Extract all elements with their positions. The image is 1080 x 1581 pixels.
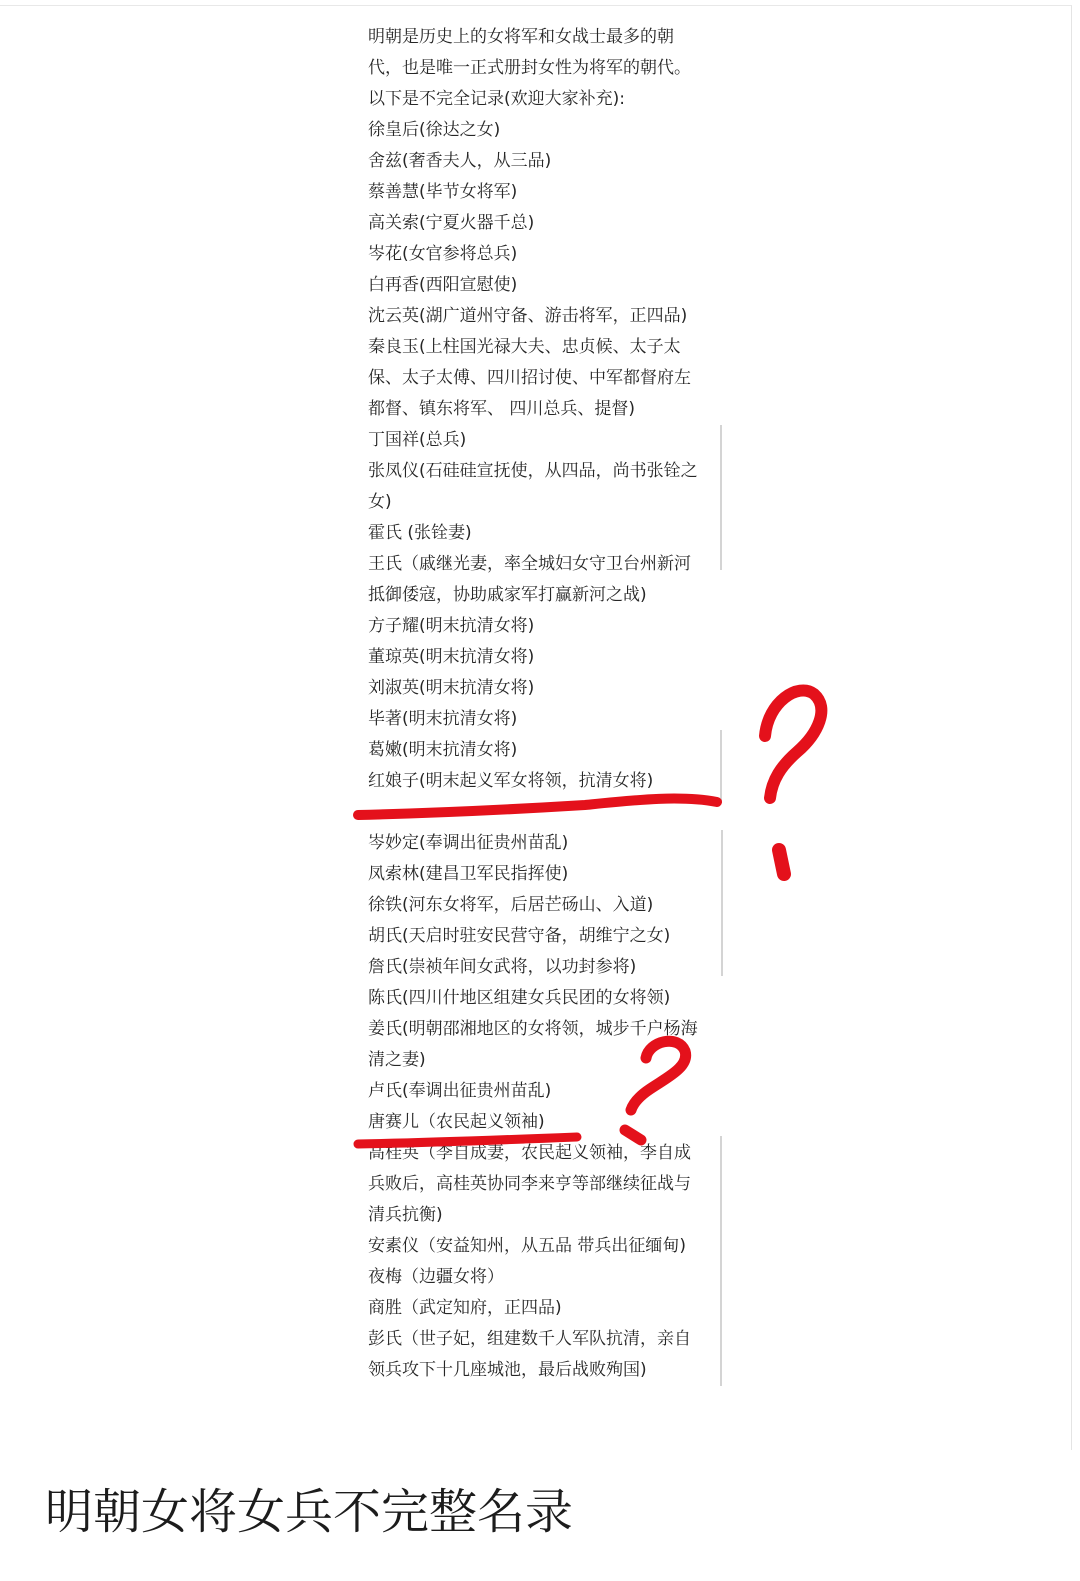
list-entry-line: 抵御倭寇，协助戚家军打赢新河之战)	[368, 585, 647, 605]
name-list	[368, 22, 698, 1386]
list-entry-line: 彭氏（世子妃，组建数千人军队抗清，亲自	[368, 1329, 691, 1349]
column-edge-line	[720, 730, 722, 802]
list-entry-line: 清兵抗衡)	[368, 1205, 443, 1225]
list-entry-line: 陈氏(四川什地区组建女兵民团的女将领)	[368, 988, 671, 1008]
list-entry-line: 清之妻)	[368, 1050, 426, 1070]
list-entry-line: 王氏（戚继光妻，率全城妇女守卫台州新河	[368, 554, 691, 574]
list-entry-line: 白再香(西阳宣慰使)	[368, 275, 518, 295]
list-entry-line: 卢氏(奉调出征贵州苗乱)	[368, 1081, 552, 1101]
list-entry-line: 都督、镇东将军、 四川总兵、提督)	[368, 399, 636, 419]
list-entry-line: 詹氏(崇祯年间女武将，以功封参将)	[368, 957, 637, 977]
list-entry-line: 高关索(宁夏火器千总)	[368, 213, 535, 233]
list-entry-line: 唐赛儿（农民起义领袖)	[368, 1112, 545, 1132]
list-entry-line: 毕著(明末抗清女将)	[368, 709, 518, 729]
list-entry-line: 丁国祥(总兵)	[368, 430, 467, 450]
intro-line: 代，也是唯一正式册封女性为将军的朝代。	[368, 58, 691, 78]
intro-line: 以下是不完全记录(欢迎大家补充):	[368, 89, 625, 109]
list-entry-line: 沈云英(湖广道州守备、游击将军，正四品)	[368, 306, 688, 326]
column-edge-line	[721, 830, 723, 976]
list-entry-line: 安素仪（安益知州，从五品 带兵出征缅甸)	[368, 1236, 687, 1256]
column-edge-line	[720, 425, 722, 570]
list-entry-line: 保、太子太傅、四川招讨使、中军都督府左	[368, 368, 691, 388]
list-entry-line: 董琼英(明末抗清女将)	[368, 647, 535, 667]
list-entry-line: 岑妙定(奉调出征贵州苗乱)	[368, 833, 569, 853]
intro-line: 明朝是历史上的女将军和女战士最多的朝	[368, 27, 674, 47]
list-entry-line: 徐铁(河东女将军，后居芒砀山、入道)	[368, 895, 654, 915]
list-entry-line: 秦良玉(上柱国光禄大夫、忠贞候、太子太	[368, 337, 681, 357]
list-entry-line: 葛嫩(明末抗清女将)	[368, 740, 518, 760]
list-entry-line: 高桂英（李自成妻，农民起义领袖，李自成	[368, 1143, 691, 1163]
list-entry-line: 夜梅（边疆女将）	[368, 1267, 504, 1287]
list-entry-line: 领兵攻下十几座城池，最后战败殉国)	[368, 1360, 647, 1380]
list-entry-line: 刘淑英(明末抗清女将)	[368, 678, 535, 698]
list-entry-line: 张凤仪(石硅硅宣抚使，从四品，尚书张铨之	[368, 461, 698, 481]
list-entry-line: 凤索林(建昌卫军民指挥使)	[368, 864, 569, 884]
list-entry-line: 岑花(女官参将总兵)	[368, 244, 518, 264]
obscured-line	[368, 797, 698, 828]
list-entry-line: 胡氏(天启时驻安民营守备，胡维宁之女)	[368, 926, 671, 946]
list-entry-line: 姜氏(明朝邵湘地区的女将领，城步千户杨海	[368, 1019, 698, 1039]
list-entry-line: 方子耀(明末抗清女将)	[368, 616, 535, 636]
list-entry-line: 蔡善慧(毕节女将军)	[368, 182, 518, 202]
list-entry-line: 商胜（武定知府，正四品)	[368, 1298, 562, 1318]
list-entry-line: 霍氏 (张铨妻)	[368, 523, 472, 543]
list-entry-line: 舍兹(奢香夫人，从三品)	[368, 151, 552, 171]
list-entry-line: 兵败后，高桂英协同李来亨等部继续征战与	[368, 1174, 691, 1194]
column-edge-line	[720, 1136, 722, 1386]
list-entry-line: 红娘子(明末起义军女将领，抗清女将)	[368, 771, 654, 791]
post-caption: 明朝女将女兵不完整名录	[45, 1484, 574, 1540]
list-entry-line: 徐皇后(徐达之女)	[368, 120, 501, 140]
list-entry-line: 女)	[368, 492, 392, 512]
